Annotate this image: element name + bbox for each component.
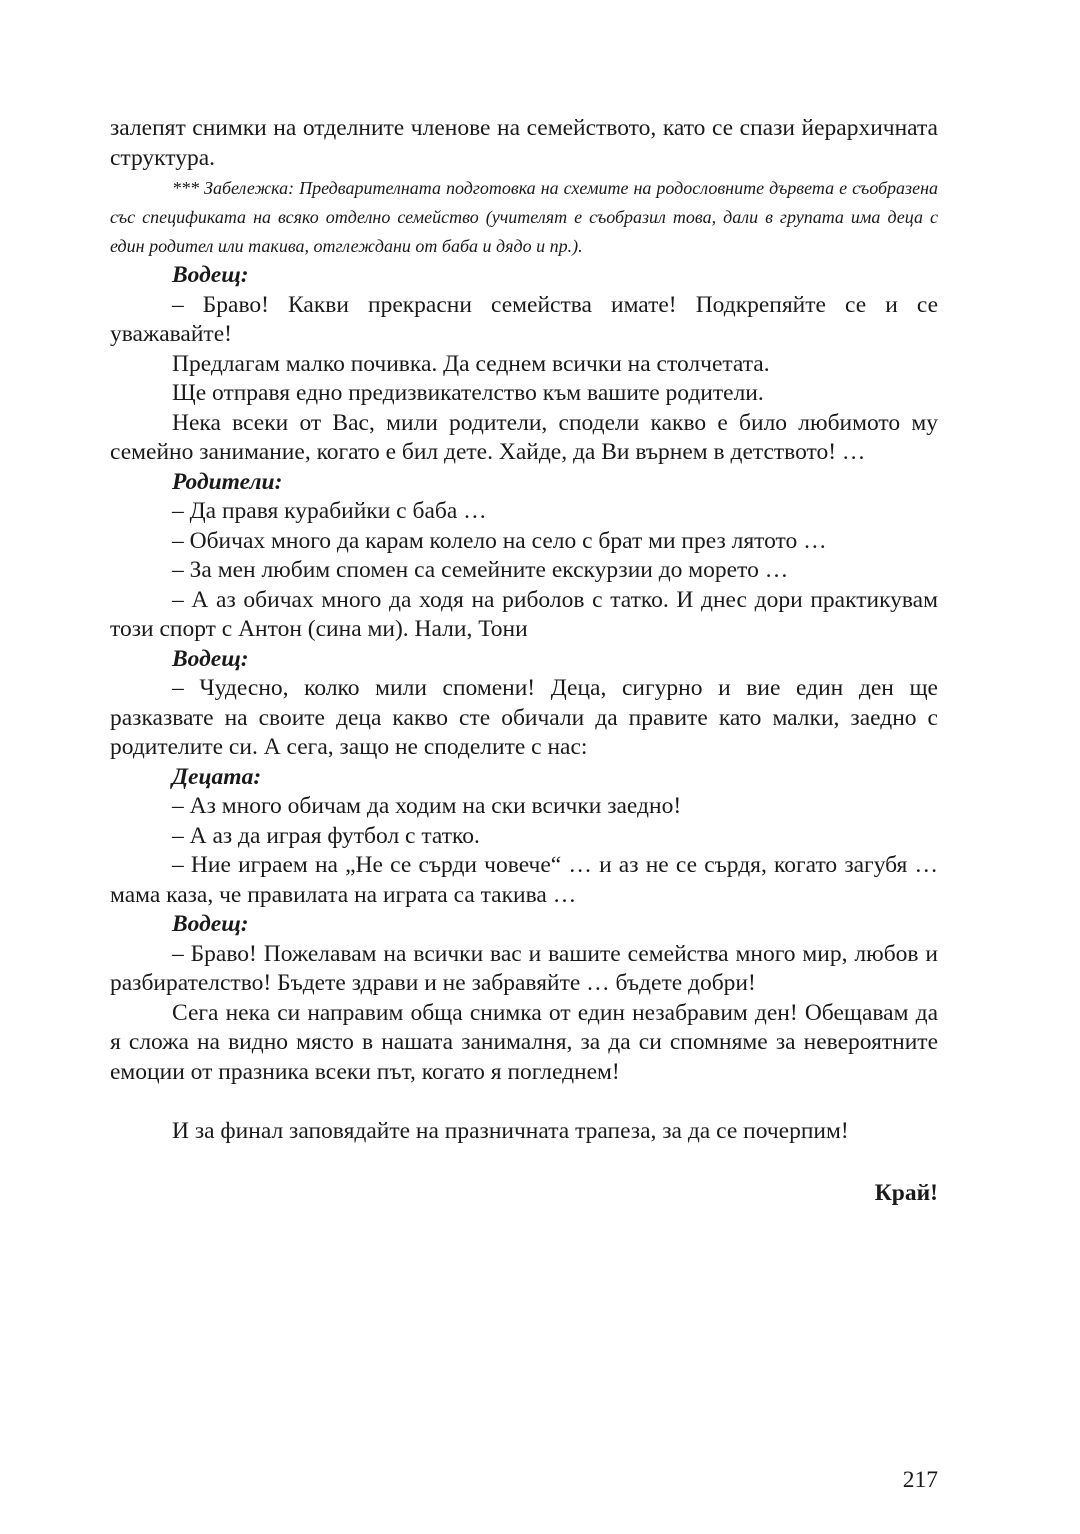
speaker-parents: Родители:: [172, 468, 283, 495]
dialogue-line: – Чудесно, колко мили спомени! Деца, сигурно и вие един ден ще разказвате на своите деца какво сте обичали да правите като малки, заедно с родителите си. А сега, защо не споделите с нас:: [110, 675, 938, 760]
dialogue-line: Ще отправя едно предизвикателство към вашите родители.: [172, 380, 764, 406]
speaker-children: Децата:: [172, 763, 262, 790]
dialogue-line: Нека всеки от Вас, мили родители, сподели какво е било любимото му семейно занимание, когато е бил дете. Хайде, да Ви върнем в детството! …: [110, 409, 938, 465]
speaker-host: Водещ:: [172, 645, 249, 672]
dialogue-line: Сега нека си направим обща снимка от един незабравим ден! Обещавам да я сложа на видно място в нашата занималня, за да си спомняме за невероятните емоции от празника всеки път, когато я погледнем!: [110, 999, 938, 1085]
note-paragraph: *** Забележка: Предварителната подготовка на схемите на родословните дървета е съобразена със спецификата на всяко отделно семейство (учителят е съобразил това, дали в групата има деца с един родител или такива, отглеждани от баба и дядо и пр.).: [110, 178, 938, 256]
dialogue-line: – А аз да играя футбол с татко.: [172, 822, 480, 849]
end-mark: Край!: [874, 1179, 938, 1206]
dialogue-line: – Да правя курабийки с баба …: [172, 498, 487, 524]
dialogue-line: – Аз много обичам да ходим на ски всички заедно!: [172, 793, 682, 819]
dialogue-line: – Ние играем на „Не се сърди човече“ … и аз не се сърдя, когато загубя … мама каза, че правилата на играта са такива …: [110, 852, 938, 908]
page-number: 217: [902, 1467, 938, 1493]
closing-paragraph: И за финал заповядайте на празничната трапеза, за да се почерпим!: [172, 1118, 849, 1144]
speaker-host: Водещ:: [172, 911, 249, 937]
dialogue-line: – А аз обичах много да ходя на риболов с татко. И днес дори практикувам този спорт с Антон (сина ми). Нали, Тони: [110, 586, 938, 642]
dialogue-line: – За мен любим спомен са семейните екскурзии до морето …: [172, 557, 789, 583]
dialogue-line: Предлагам малко почивка. Да седнем всички на столчетата.: [172, 350, 770, 377]
dialogue-line: – Браво! Какви прекрасни семейства имате! Подкрепяйте се и се уважавайте!: [110, 291, 938, 347]
dialogue-line: – Обичах много да карам колело на село с брат ми през лятото …: [172, 527, 827, 554]
speaker-host: Водещ:: [172, 262, 249, 288]
page-body: [110, 114, 938, 1208]
paragraph-intro: залепят снимки на отделните членове на семейството, като се спази йерархичната структура.: [110, 115, 938, 171]
dialogue-line: – Браво! Пожелавам на всички вас и вашите семейства много мир, любов и разбирателство! Бъдете здрави и не забравяйте … бъдете добри!: [110, 940, 938, 996]
